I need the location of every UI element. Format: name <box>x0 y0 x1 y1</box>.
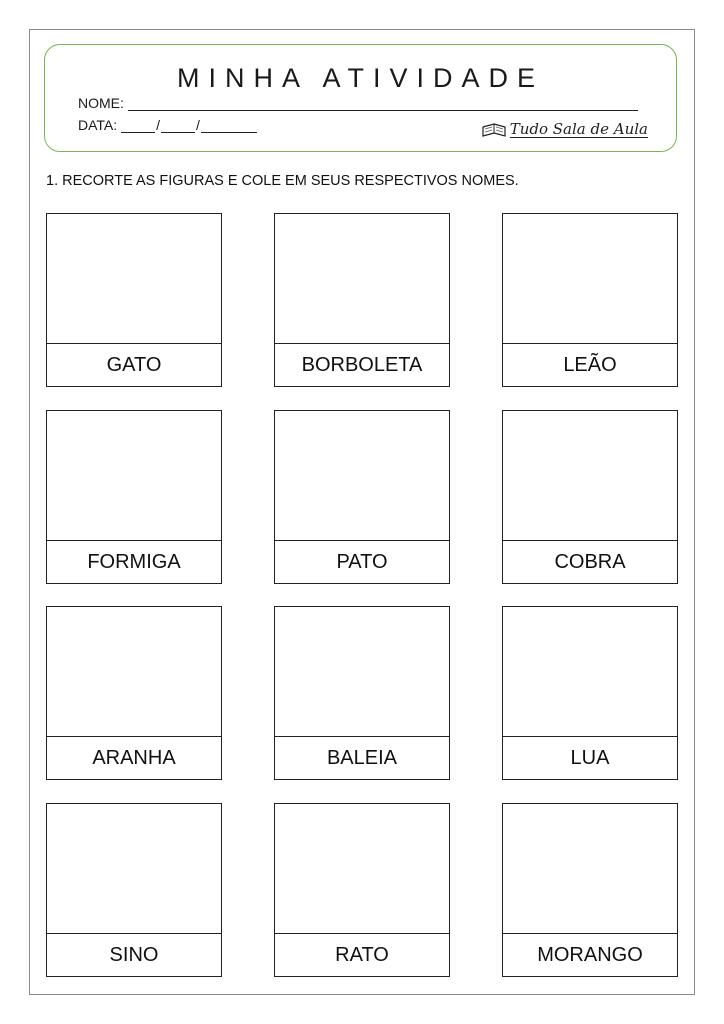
image-paste-area[interactable] <box>275 607 449 737</box>
image-paste-area[interactable] <box>275 214 449 344</box>
image-paste-area[interactable] <box>275 411 449 541</box>
card-morango[interactable] <box>502 803 678 977</box>
image-paste-area[interactable] <box>47 804 221 934</box>
card-aranha[interactable] <box>46 606 222 780</box>
image-paste-area[interactable] <box>503 607 677 737</box>
name-line[interactable] <box>128 96 638 111</box>
image-paste-area[interactable] <box>503 804 677 934</box>
card-label: LUA <box>570 747 610 769</box>
card-baleia[interactable] <box>274 606 450 780</box>
image-paste-area[interactable] <box>47 411 221 541</box>
card-label: COBRA <box>554 551 626 573</box>
card-cobra[interactable] <box>502 410 678 584</box>
card-sino[interactable] <box>46 803 222 977</box>
image-paste-area[interactable] <box>503 411 677 541</box>
card-label: LEÃO <box>563 354 617 376</box>
image-paste-area[interactable] <box>47 214 221 344</box>
image-paste-area[interactable] <box>503 214 677 344</box>
name-field[interactable] <box>78 95 638 111</box>
date-day-blank[interactable] <box>121 118 155 133</box>
card-label: MORANGO <box>537 944 643 966</box>
header-box <box>44 44 677 152</box>
card-label: ARANHA <box>92 747 176 769</box>
card-formiga[interactable] <box>46 410 222 584</box>
date-label: DATA: <box>78 117 118 133</box>
card-label: FORMIGA <box>87 551 181 573</box>
instruction-text: 1. RECORTE AS FIGURAS E COLE EM SEUS RESPECTIVOS NOMES. <box>46 173 519 189</box>
card-gato[interactable] <box>46 213 222 387</box>
date-separator: / <box>196 117 200 133</box>
image-paste-area[interactable] <box>275 804 449 934</box>
card-lua[interactable] <box>502 606 678 780</box>
date-separator: / <box>156 117 161 133</box>
card-label: SINO <box>109 944 159 966</box>
card-borboleta[interactable] <box>274 213 450 387</box>
book-icon <box>482 122 506 138</box>
card-leao[interactable] <box>502 213 678 387</box>
card-label: GATO <box>106 354 162 376</box>
brand-text: Tudo Sala de Aula <box>509 120 648 138</box>
date-field[interactable] <box>78 117 257 133</box>
card-label: BALEIA <box>326 747 398 769</box>
card-label: RATO <box>335 944 389 966</box>
name-label: NOME: <box>78 95 124 111</box>
card-rato[interactable] <box>274 803 450 977</box>
card-label: BORBOLETA <box>301 354 423 376</box>
date-year-blank[interactable] <box>201 118 257 133</box>
card-label: PATO <box>336 551 388 573</box>
brand-logo <box>482 121 648 138</box>
sheet-title: MINHA ATIVIDADE <box>176 63 545 93</box>
image-paste-area[interactable] <box>47 607 221 737</box>
date-month-blank[interactable] <box>161 118 195 133</box>
card-pato[interactable] <box>274 410 450 584</box>
